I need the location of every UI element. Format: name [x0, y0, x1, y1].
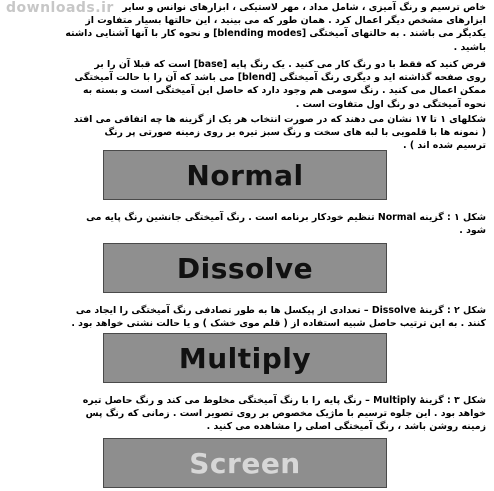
text-line: یکدیگر می باشند . به حالتهای آمیختگی [blending modes] و نحوه کار با آنها آشنایی داشته: [65, 28, 486, 40]
intro-paragraph: [6, 1, 486, 54]
figures-intro-paragraph: [6, 113, 486, 153]
text-line: شکل ۲ : گزینهٔ Dissolve – تعدادی از پیکسل ها به طور تصادفی رنگ آمیختگی را ایجاد می: [75, 305, 486, 316]
text-line: ابزارهای مشخص دیگر اعمال کرد . همان طور که می بینید ، این حالتها بسیار متفاوت از: [85, 15, 486, 27]
text-line: شکلهای ۱ تا ۱۷ نشان می دهند که در صورت انتخاب هر یک از گزینه ها چه اتفاقی می افتد: [73, 114, 486, 125]
figure-3-caption: [6, 394, 486, 434]
text-line: شود .: [459, 225, 486, 237]
text-line: نحوه آمیختگی دو رنگ اول متفاوت است .: [295, 98, 486, 110]
watermark-logo: downloads.ir: [6, 0, 114, 16]
normal-sample-image: Normal: [103, 150, 387, 200]
text-line: خاص ترسیم و رنگ آمیزی ، شامل مداد ، مهر لاستیکی ، ابزارهای نوانس و سایر: [122, 2, 486, 13]
multiply-sample-image: Multiply: [103, 333, 387, 383]
dissolve-sample-image: Dissolve: [103, 243, 387, 293]
text-line: باشید .: [453, 41, 486, 53]
text-line: خواهد بود . این جلوه ترسیم با ماژیک مخصوص بر روی تصویر است . زمانی که رنگ پس: [85, 408, 486, 420]
text-line: فرض کنید که فقط با دو رنگ کار می کنید . یک رنگ پایه [base] است که قبلا آن را بر: [94, 59, 486, 70]
text-line: شکل ۳ : گزینهٔ Multiply – رنگ پایه را با رنگ آمیختگی مخلوط می کند و رنگ حاصل تیره: [82, 395, 486, 406]
figure-1-caption: [6, 211, 486, 237]
text-line: شکل ۱ : گزینه Normal تنظیم خودکار برنامه است . رنگ آمیختگی جانشین رنگ پایه می: [86, 212, 486, 223]
text-line: ممکن اعمال می کنید . رنگ سومی هم وجود دارد که حاصل این آمیختگی است و بسته به: [83, 85, 486, 97]
figure-2-caption: [6, 304, 486, 330]
text-line: ( نمونه ها با قلمویی با لبه های سخت و رنگ سبز تیره بر روی زمینه صورتی پر رنگ: [104, 127, 486, 139]
text-line: کنند . به این ترتیب حاصل شبیه استفاده از ( قلم موی خشک ) و یا حالت نشتی خواهد بود .: [71, 318, 486, 330]
text-line: ترسیم شده اند ) .: [403, 140, 486, 152]
base-blend-paragraph: [6, 58, 486, 111]
screen-sample-image: Screen: [103, 438, 387, 488]
text-line: زمینه روشن باشد ، رنگ آمیختگی اصلی را مشاهده می کنید .: [206, 421, 486, 433]
text-line: روی صفحه گذاشته اید و دیگری رنگ آمیختگی [blend] می باشد که آن را با حالت آمیختگی: [74, 72, 486, 84]
